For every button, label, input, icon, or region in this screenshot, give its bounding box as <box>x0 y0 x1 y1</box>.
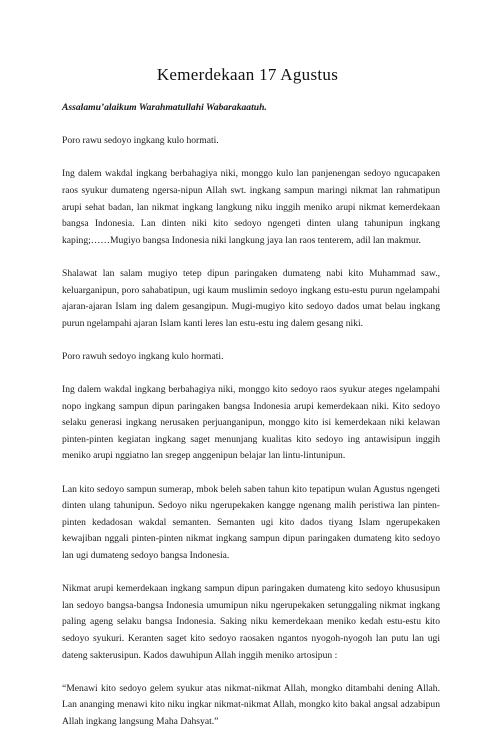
body-paragraph: Ing dalem wakdal ingkang berbahagiya niki, monggo kito sedoyo raos syukur ateges ngelampahi nopo ingkang sampun dipun paringaken bangsa Indonesia arupi kemerdekaan niki. Kito sedoyo selaku generasi ingkang nerusaken perjuanganipun, monggo kito isi kemerdekaan niki kelawan pinten-pinten kegiatan ingkang saget menunjang kualitas kito sedoyo ing antawisipun inggih meniko arupi nggiatno lan sregep anggenipun belajar lan lintu-lintunipun. <box>62 384 440 462</box>
document-body <box>62 100 440 747</box>
document-title: Kemerdekaan 17 Agustus <box>156 65 339 84</box>
body-paragraph: Ing dalem wakdal ingkang berbahagiya niki, monggo kulo lan panjenengan sedoyo ngucapaken raos syukur dumateng ngersa-nipun Allah swt. ingkang sampun maringi nikmat lan rahmatipun arupi sehat badan, lan nikmat ingkang langkung niku inggih meniko arupi nikmat kemerdekaan bangsa Indonesia. Lan dinten niki kito sedoyo ngengeti dinten ulang tahunipun ingkang kaping;……Mugiyo bangsa Indonesia niki langkung jaya lan raos tenterem, adil lan makmur. <box>62 168 440 246</box>
body-paragraph: Lan kito sedoyo sampun sumerap, mbok beleh saben tahun kito tepatipun wulan Agustus ngengeti dinten ulang tahunipun. Sedoyo niku ngerupekaken kangge ngenang malih peristiwa lan pinten-pinten kedadosan wakdal semanten. Semanten ugi kito dados tiyang Islam ngerupekaken kewajiban nggali pinten-pinten nikmat ingkang sampun dipun paringaken dumateng kito sedoyo lan ugi dumateng sedoyo bangsa Indonesia. <box>62 483 440 562</box>
body-paragraph: Shalawat lan salam mugiyo tetep dipun paringaken dumateng nabi kito Muhammad saw., keluarganipun, poro sahabatipun, ugi kaum muslimin sedoyo ingkang estu-estu purun ngelampahi ajaran-ajaran Islam ing dalem gesangipun. Mugi-mugiyo kito sedoyo dados umat belau ingkang purun ngelampahi ajaran Islam kanti leres lan estu-estu ing dalem gesang niki. <box>62 267 440 329</box>
greeting-paragraph: Assalamu’alaikum Warahmatullahi Wabarakaatuh. <box>62 102 267 113</box>
quote-paragraph: “Menawi kito sedoyo gelem syukur atas nikmat-nikmat Allah, mongko ditambahi dening Allah. Lan ananging menawi kito niku ingkar nikmat-nikmat Allah, mongko kito bakal angsal adzabipun Allah ingkang langsung Maha Dahsyat.” <box>62 682 440 727</box>
body-paragraph: Poro rawu sedoyo ingkang kulo hormati. <box>62 135 219 147</box>
body-paragraph: Nikmat arupi kemerdekaan ingkang sampun dipun paringaken dumateng kito sedoyo khususipun lan sedoyo bangsa-bangsa Indonesia umumipun niku ngerupekaken setunggaling nikmat ingkang paling ageng selaku bangsa Indonesia. Saking niku kemerdekaan meniko kedah estu-estu kito sedoyo syukuri. Keranten saget kito sedoyo raosaken ngantos nyogoh-nyogoh lan putu lan ugi dateng sakterusipun. Kados dawuhipun Allah inggih meniko artosipun : <box>62 583 440 661</box>
body-paragraph: Poro rawuh sedoyo ingkang kulo hormati. <box>62 350 224 362</box>
